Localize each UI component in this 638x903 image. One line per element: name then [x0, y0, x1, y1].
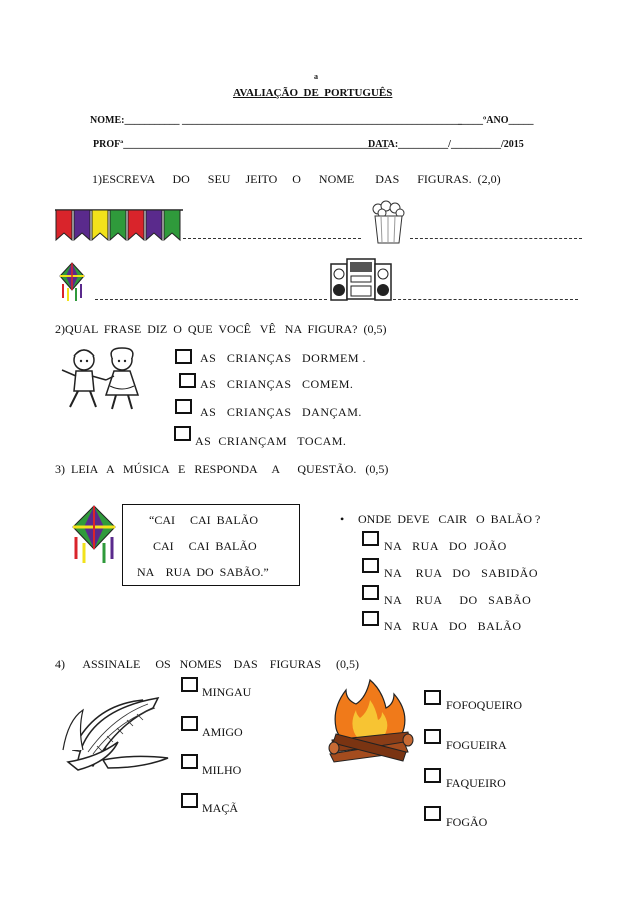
- party-flags-icon: [55, 208, 183, 244]
- q4-left-option-1-checkbox[interactable]: [181, 677, 198, 692]
- q2-option-1-checkbox[interactable]: [175, 349, 192, 364]
- q4-right-option-1-label: FOFOQUEIRO: [446, 698, 523, 712]
- bonfire-icon: [326, 678, 414, 764]
- q3-option-3-checkbox[interactable]: [362, 585, 379, 600]
- q2-option-2-label: AS CRIANÇAS COMEM.: [200, 377, 354, 391]
- answer-line-stereo[interactable]: [393, 299, 578, 300]
- answer-line-balloon[interactable]: [95, 299, 327, 300]
- q4-right-option-2-checkbox[interactable]: [424, 729, 441, 744]
- header-mark: a: [314, 72, 318, 81]
- q2-option-4-checkbox[interactable]: [174, 426, 191, 441]
- song-line-2: CAI CAI BALÃO: [153, 539, 257, 553]
- q3-prompt: 3) LEIA A MÚSICA E RESPONDA A QUESTÃO. (0,5): [55, 462, 389, 476]
- q2-option-4-label: AS CRIANÇAM TOCAM.: [195, 434, 347, 448]
- q4-left-option-3-label: MILHO: [202, 763, 242, 777]
- q4-left-option-1-label: MINGAU: [202, 685, 252, 699]
- q3-option-2-checkbox[interactable]: [362, 558, 379, 573]
- q4-left-option-3-checkbox[interactable]: [181, 754, 198, 769]
- q1-prompt: 1)ESCREVA DO SEU JEITO O NOME DAS FIGURAS. (2,0): [92, 172, 501, 186]
- name-field[interactable]: NOME:___________ ________________________________________________________: [90, 115, 462, 126]
- q4-right-option-1-checkbox[interactable]: [424, 690, 441, 705]
- q3-option-3-label: NA RUA DO SABÃO: [384, 593, 532, 607]
- q4-left-option-4-label: MAÇÃ: [202, 801, 239, 815]
- q4-right-option-3-label: FAQUEIRO: [446, 776, 506, 790]
- answer-line-flags[interactable]: [183, 238, 361, 239]
- q4-right-option-2-label: FOGUEIRA: [446, 738, 507, 752]
- q3-option-4-checkbox[interactable]: [362, 611, 379, 626]
- date-field[interactable]: DATA:__________/__________/2015: [368, 139, 524, 150]
- q3-option-1-checkbox[interactable]: [362, 531, 379, 546]
- kite-balloon-icon: [70, 505, 118, 565]
- q3-question: ONDE DEVE CAIR O BALÃO ?: [358, 512, 541, 526]
- page-title: AVALIAÇÃO DE PORTUGUÊS: [233, 87, 393, 99]
- stereo-icon: [330, 256, 392, 302]
- q2-option-1-label: AS CRIANÇAS DORMEM .: [200, 351, 367, 365]
- dancing-children-icon: [54, 346, 154, 416]
- popcorn-icon: [370, 200, 406, 244]
- q4-left-option-2-label: AMIGO: [202, 725, 243, 739]
- answer-line-popcorn[interactable]: [410, 238, 582, 239]
- q4-right-option-4-checkbox[interactable]: [424, 806, 441, 821]
- kite-balloon-icon: [58, 262, 86, 302]
- corn-icon: [63, 690, 173, 770]
- q4-right-option-3-checkbox[interactable]: [424, 768, 441, 783]
- q2-prompt: 2)QUAL FRASE DIZ O QUE VOCÊ VÊ NA FIGURA? (0,5): [55, 322, 387, 336]
- q2-option-3-checkbox[interactable]: [175, 399, 192, 414]
- song-line-1: “CAI CAI BALÃO: [149, 513, 258, 527]
- q2-option-3-label: AS CRIANÇAS DANÇAM.: [200, 405, 362, 419]
- grade-field[interactable]: _____ºANO_____: [458, 115, 534, 126]
- teacher-field[interactable]: PROFª_____________________________________________________: [93, 139, 389, 150]
- song-line-3: NA RUA DO SABÃO.”: [137, 565, 269, 579]
- q3-option-4-label: NA RUA DO BALÃO: [384, 619, 522, 633]
- q3-option-2-label: NA RUA DO SABIDÃO: [384, 566, 539, 580]
- q4-left-option-2-checkbox[interactable]: [181, 716, 198, 731]
- q4-prompt: 4) ASSINALE OS NOMES DAS FIGURAS (0,5): [55, 657, 360, 671]
- q4-right-option-4-label: FOGÃO: [446, 815, 488, 829]
- q4-left-option-4-checkbox[interactable]: [181, 793, 198, 808]
- song-box: [122, 504, 300, 586]
- q3-option-1-label: NA RUA DO JOÃO: [384, 539, 507, 553]
- q2-option-2-checkbox[interactable]: [179, 373, 196, 388]
- q3-bullet: •: [340, 512, 345, 526]
